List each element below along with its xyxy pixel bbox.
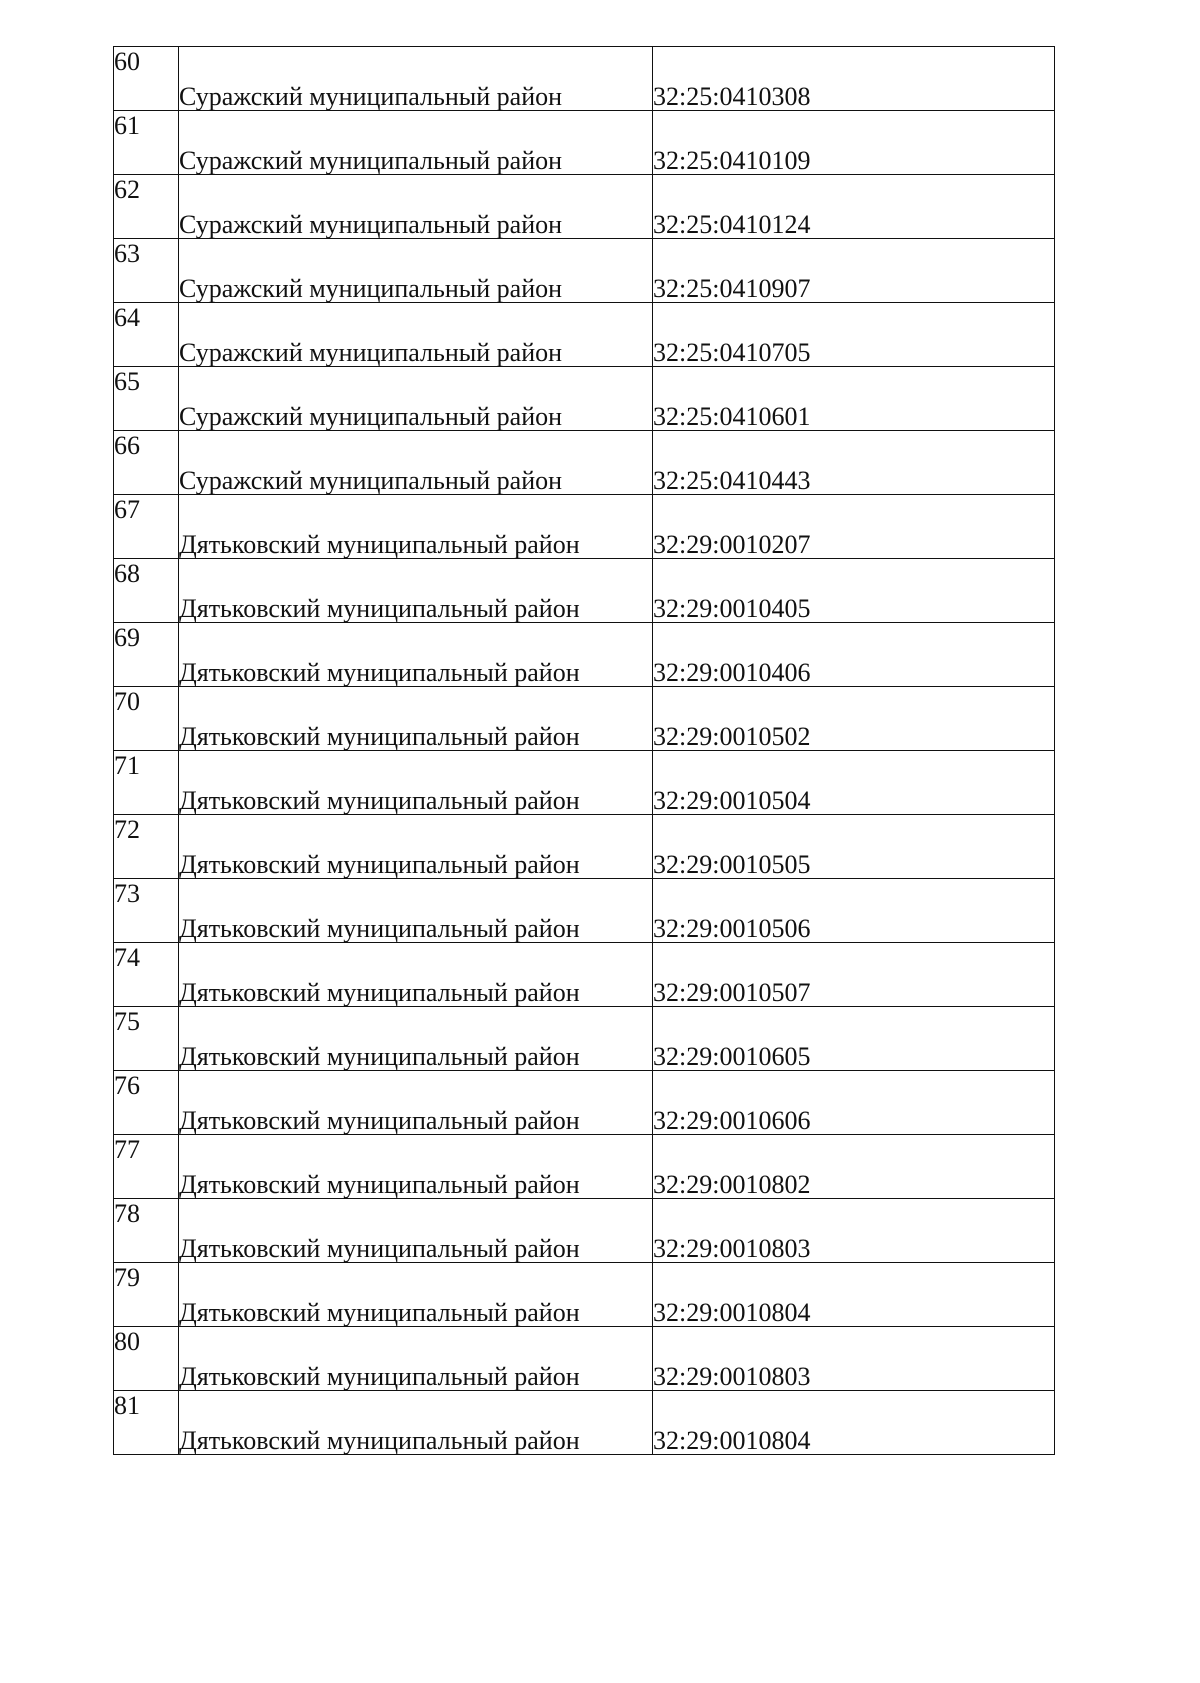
table-row xyxy=(114,111,1055,175)
cadastral-number-cell: 32:29:0010504 xyxy=(653,751,1055,815)
table-row xyxy=(114,1007,1055,1071)
row-number: 68 xyxy=(114,559,140,588)
row-number-cell xyxy=(114,303,179,367)
row-number: 74 xyxy=(114,943,140,972)
district-cell: Дятьковский муниципальный район xyxy=(179,1199,653,1263)
cadastral-number-cell: 32:25:0410124 xyxy=(653,175,1055,239)
table-row xyxy=(114,47,1055,111)
row-number-cell xyxy=(114,431,179,495)
row-number-cell xyxy=(114,175,179,239)
row-number: 75 xyxy=(114,1007,140,1036)
cadastral-number-cell: 32:29:0010804 xyxy=(653,1391,1055,1455)
row-number: 77 xyxy=(114,1135,140,1164)
cadastral-number-cell: 32:29:0010803 xyxy=(653,1327,1055,1391)
row-number: 69 xyxy=(114,623,140,652)
district-cell: Дятьковский муниципальный район xyxy=(179,879,653,943)
row-number: 73 xyxy=(114,879,140,908)
row-number-cell xyxy=(114,879,179,943)
row-number: 65 xyxy=(114,367,140,396)
row-number: 78 xyxy=(114,1199,140,1228)
row-number: 80 xyxy=(114,1327,140,1356)
row-number-cell xyxy=(114,943,179,1007)
district-cell: Дятьковский муниципальный район xyxy=(179,559,653,623)
row-number-cell xyxy=(114,687,179,751)
row-number-cell xyxy=(114,495,179,559)
cadastral-number-cell: 32:29:0010207 xyxy=(653,495,1055,559)
district-cell: Суражский муниципальный район xyxy=(179,175,653,239)
row-number-cell xyxy=(114,1263,179,1327)
cadastral-number-cell: 32:29:0010804 xyxy=(653,1263,1055,1327)
row-number-cell xyxy=(114,1135,179,1199)
row-number-cell xyxy=(114,751,179,815)
row-number-cell xyxy=(114,623,179,687)
table-body xyxy=(114,47,1055,1455)
row-number-cell xyxy=(114,1007,179,1071)
cadastral-number-cell: 32:29:0010406 xyxy=(653,623,1055,687)
row-number-cell xyxy=(114,1199,179,1263)
cadastral-number-cell: 32:25:0410601 xyxy=(653,367,1055,431)
row-number-cell xyxy=(114,239,179,303)
district-cell: Дятьковский муниципальный район xyxy=(179,1007,653,1071)
table-row xyxy=(114,623,1055,687)
row-number: 79 xyxy=(114,1263,140,1292)
row-number: 71 xyxy=(114,751,140,780)
table-row xyxy=(114,687,1055,751)
table-row xyxy=(114,1391,1055,1455)
row-number: 81 xyxy=(114,1391,140,1420)
cadastral-number-cell: 32:25:0410907 xyxy=(653,239,1055,303)
table-row xyxy=(114,1263,1055,1327)
table-row xyxy=(114,367,1055,431)
table-row xyxy=(114,495,1055,559)
cadastral-number-cell: 32:29:0010803 xyxy=(653,1199,1055,1263)
district-cell: Дятьковский муниципальный район xyxy=(179,495,653,559)
cadastral-number-cell: 32:29:0010606 xyxy=(653,1071,1055,1135)
row-number-cell xyxy=(114,47,179,111)
cadastral-number-cell: 32:25:0410705 xyxy=(653,303,1055,367)
district-cell: Дятьковский муниципальный район xyxy=(179,687,653,751)
district-cell: Суражский муниципальный район xyxy=(179,47,653,111)
cadastral-number-cell: 32:29:0010505 xyxy=(653,815,1055,879)
row-number: 61 xyxy=(114,111,140,140)
cadastral-number-cell: 32:29:0010405 xyxy=(653,559,1055,623)
row-number-cell xyxy=(114,815,179,879)
row-number: 62 xyxy=(114,175,140,204)
cadastral-number-cell: 32:29:0010502 xyxy=(653,687,1055,751)
district-cell: Дятьковский муниципальный район xyxy=(179,623,653,687)
cadastral-table xyxy=(113,46,1055,1455)
district-cell: Суражский муниципальный район xyxy=(179,367,653,431)
district-cell: Суражский муниципальный район xyxy=(179,111,653,175)
table-row xyxy=(114,1135,1055,1199)
cadastral-number-cell: 32:25:0410443 xyxy=(653,431,1055,495)
table-row xyxy=(114,239,1055,303)
cadastral-number-cell: 32:25:0410109 xyxy=(653,111,1055,175)
row-number: 70 xyxy=(114,687,140,716)
row-number: 76 xyxy=(114,1071,140,1100)
row-number: 67 xyxy=(114,495,140,524)
row-number-cell xyxy=(114,367,179,431)
table-row xyxy=(114,815,1055,879)
cadastral-number-cell: 32:29:0010802 xyxy=(653,1135,1055,1199)
cadastral-number-cell: 32:29:0010507 xyxy=(653,943,1055,1007)
table-row xyxy=(114,1199,1055,1263)
table-row xyxy=(114,175,1055,239)
district-cell: Дятьковский муниципальный район xyxy=(179,943,653,1007)
district-cell: Дятьковский муниципальный район xyxy=(179,815,653,879)
table-row xyxy=(114,431,1055,495)
cadastral-number-cell: 32:25:0410308 xyxy=(653,47,1055,111)
district-cell: Суражский муниципальный район xyxy=(179,303,653,367)
row-number-cell xyxy=(114,1071,179,1135)
cadastral-number-cell: 32:29:0010506 xyxy=(653,879,1055,943)
row-number-cell xyxy=(114,1391,179,1455)
district-cell: Дятьковский муниципальный район xyxy=(179,1391,653,1455)
row-number: 64 xyxy=(114,303,140,332)
row-number-cell xyxy=(114,559,179,623)
row-number: 63 xyxy=(114,239,140,268)
row-number-cell xyxy=(114,111,179,175)
district-cell: Дятьковский муниципальный район xyxy=(179,1135,653,1199)
table-row xyxy=(114,943,1055,1007)
table-row xyxy=(114,1071,1055,1135)
row-number-cell xyxy=(114,1327,179,1391)
row-number: 60 xyxy=(114,47,140,76)
cadastral-number-cell: 32:29:0010605 xyxy=(653,1007,1055,1071)
district-cell: Суражский муниципальный район xyxy=(179,239,653,303)
row-number: 72 xyxy=(114,815,140,844)
district-cell: Дятьковский муниципальный район xyxy=(179,1327,653,1391)
district-cell: Дятьковский муниципальный район xyxy=(179,1071,653,1135)
row-number: 66 xyxy=(114,431,140,460)
district-cell: Дятьковский муниципальный район xyxy=(179,1263,653,1327)
table-row xyxy=(114,303,1055,367)
table-row xyxy=(114,1327,1055,1391)
district-cell: Дятьковский муниципальный район xyxy=(179,751,653,815)
table-row xyxy=(114,559,1055,623)
table-row xyxy=(114,751,1055,815)
district-cell: Суражский муниципальный район xyxy=(179,431,653,495)
table-row xyxy=(114,879,1055,943)
